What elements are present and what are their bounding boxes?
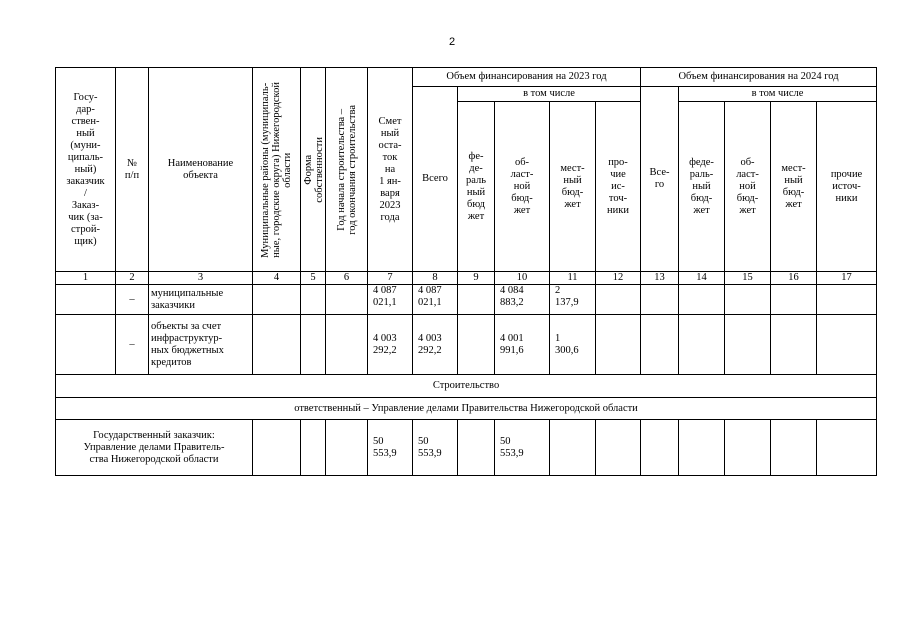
table-row xyxy=(56,315,877,375)
row-name: муниципальные заказчики xyxy=(149,285,253,315)
gov-regional-2023: 50 553,9 xyxy=(495,420,550,476)
col-number: 17 xyxy=(817,272,877,285)
row-remainder: 4 003 292,2 xyxy=(368,315,413,375)
gov-customer-name: Государственный заказчик: Управление делами Правитель- ства Нижегородской области xyxy=(56,420,253,476)
header-name: Наименование объекта xyxy=(149,68,253,272)
gov-total-2023: 50 553,9 xyxy=(413,420,458,476)
row-regional-2023: 4 001 991,6 xyxy=(495,315,550,375)
row-local-2023: 2 137,9 xyxy=(550,285,596,315)
column-number-row xyxy=(56,272,877,285)
header-municipal-cell xyxy=(253,68,301,272)
col-number: 8 xyxy=(413,272,458,285)
gov-remainder: 50 553,9 xyxy=(368,420,413,476)
row-dash: – xyxy=(116,285,149,315)
financing-table xyxy=(55,67,877,476)
header-including-2023: в том числе xyxy=(458,87,641,102)
col-number: 11 xyxy=(550,272,596,285)
header-municipal: Муниципальные районы (муниципаль- ные, городские округа) Нижегородской области xyxy=(260,81,293,258)
header-years: Год начала строительства – год окончания строительства xyxy=(335,104,358,235)
page-number: 2 xyxy=(448,36,456,48)
header-ownership: Форма собственности xyxy=(303,136,325,203)
col-number: 4 xyxy=(253,272,301,285)
header-num: № п/п xyxy=(116,68,149,272)
header-including-2024: в том числе xyxy=(679,87,877,102)
header-fin-2024: Объем финансирования на 2024 год xyxy=(641,68,877,87)
col-number: 15 xyxy=(725,272,771,285)
row-local-2023: 1 300,6 xyxy=(550,315,596,375)
row-total-2023: 4 087 021,1 xyxy=(413,285,458,315)
header-regional-2024: об- ласт- ной бюд- жет xyxy=(725,102,771,272)
header-total-2024: Все- го xyxy=(641,87,679,272)
header-years-cell xyxy=(326,68,368,272)
header-federal-2023: фе- де- раль ный бюд жет xyxy=(458,102,495,272)
row-name: объекты за счет инфраструктур- ных бюджетных кредитов xyxy=(149,315,253,375)
col-number: 13 xyxy=(641,272,679,285)
col-number: 16 xyxy=(771,272,817,285)
section-title: Строительство xyxy=(56,375,877,398)
row-remainder: 4 087 021,1 xyxy=(368,285,413,315)
row-dash: – xyxy=(116,315,149,375)
row-regional-2023: 4 084 883,2 xyxy=(495,285,550,315)
header-federal-2024: феде- раль- ный бюд- жет xyxy=(679,102,725,272)
gov-customer-row xyxy=(56,420,877,476)
row-total-2023: 4 003 292,2 xyxy=(413,315,458,375)
header-customer: Госу- дар- ствен- ный (муни- ципаль- ный) заказчик / Заказ- чик (за- строй- щик) xyxy=(56,68,116,272)
col-number: 2 xyxy=(116,272,149,285)
responsible-row: ответственный – Управление делами Правительства Нижегородской области xyxy=(56,398,877,420)
col-number: 6 xyxy=(326,272,368,285)
col-number: 12 xyxy=(596,272,641,285)
header-ownership-cell xyxy=(301,68,326,272)
col-number: 9 xyxy=(458,272,495,285)
col-number: 1 xyxy=(56,272,116,285)
header-local-2023: мест- ный бюд- жет xyxy=(550,102,596,272)
header-fin-2023: Объем финансирования на 2023 год xyxy=(413,68,641,87)
col-number: 14 xyxy=(679,272,725,285)
table-row xyxy=(56,285,877,315)
header-total-2023: Всего xyxy=(413,87,458,272)
header-regional-2023: об- ласт- ной бюд- жет xyxy=(495,102,550,272)
header-local-2024: мест- ный бюд- жет xyxy=(771,102,817,272)
header-remainder: Смет ный оста- ток на 1 ян- варя 2023 года xyxy=(368,68,413,272)
col-number: 3 xyxy=(149,272,253,285)
col-number: 5 xyxy=(301,272,326,285)
col-number: 10 xyxy=(495,272,550,285)
header-other-2024: прочие источ- ники xyxy=(817,102,877,272)
col-number: 7 xyxy=(368,272,413,285)
header-other-2023: про- чие ис- точ- ники xyxy=(596,102,641,272)
